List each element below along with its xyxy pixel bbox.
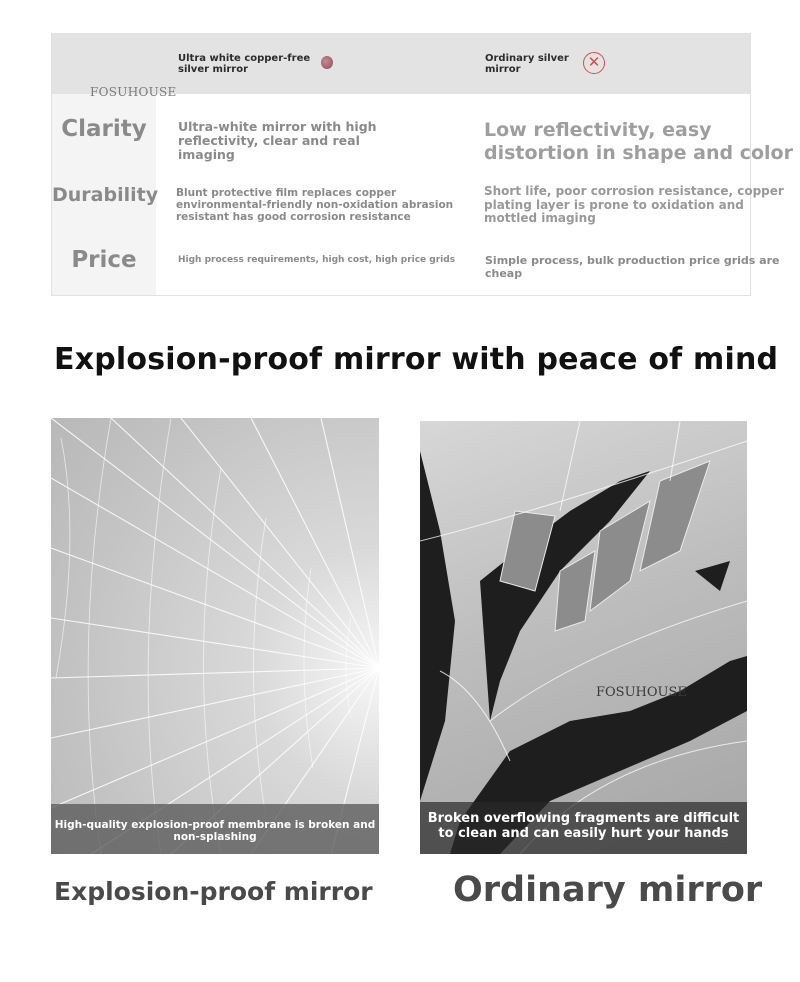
row-label-clarity: Clarity	[61, 116, 147, 142]
ordinary-mirror-image	[420, 421, 747, 854]
right-image-caption: Broken overflowing fragments are difficult to clean and can easily hurt your hands	[420, 802, 747, 854]
header-copper-free-mirror: Ultra white copper-free silver mirror	[178, 53, 311, 75]
clarity-copper-free: Ultra-white mirror with high reflectivity, clear and real imaging	[178, 119, 377, 162]
price-ordinary: Simple process, bulk production price grids are cheap	[485, 254, 780, 280]
explosion-proof-label: Explosion-proof mirror	[54, 877, 373, 906]
x-circle-icon: ✕	[583, 52, 605, 74]
comparison-table	[51, 33, 793, 296]
clarity-ordinary: Low reflectivity, easy distortion in shape and color	[484, 119, 793, 164]
durability-copper-free: Blunt protective film replaces copper environmental-friendly non-oxidation abrasion resistant has good corrosion resistance	[176, 187, 454, 223]
brand-logo: FOSUHOUSE	[90, 85, 177, 99]
explosion-proof-mirror-image	[51, 418, 379, 854]
row-label-durability: Durability	[52, 184, 159, 206]
price-copper-free: High process requirements, high cost, high price grids	[178, 255, 456, 265]
spiderweb-crack-graphic	[51, 418, 379, 854]
header-ordinary-mirror: Ordinary silver mirror	[485, 53, 569, 75]
section-headline: Explosion-proof mirror with peace of mind	[54, 342, 779, 377]
brand-watermark: FOSUHOUSE	[596, 685, 687, 700]
left-image-caption: High-quality explosion-proof membrane is broken and non-splashing	[51, 804, 379, 854]
durability-ordinary: Short life, poor corrosion resistance, copper plating layer is prone to oxidation and mottled imaging	[484, 184, 784, 225]
row-label-price: Price	[71, 247, 137, 273]
mirror-dot-icon	[321, 56, 333, 69]
shattered-glass-graphic	[420, 421, 747, 854]
ordinary-mirror-label: Ordinary mirror	[453, 870, 763, 910]
